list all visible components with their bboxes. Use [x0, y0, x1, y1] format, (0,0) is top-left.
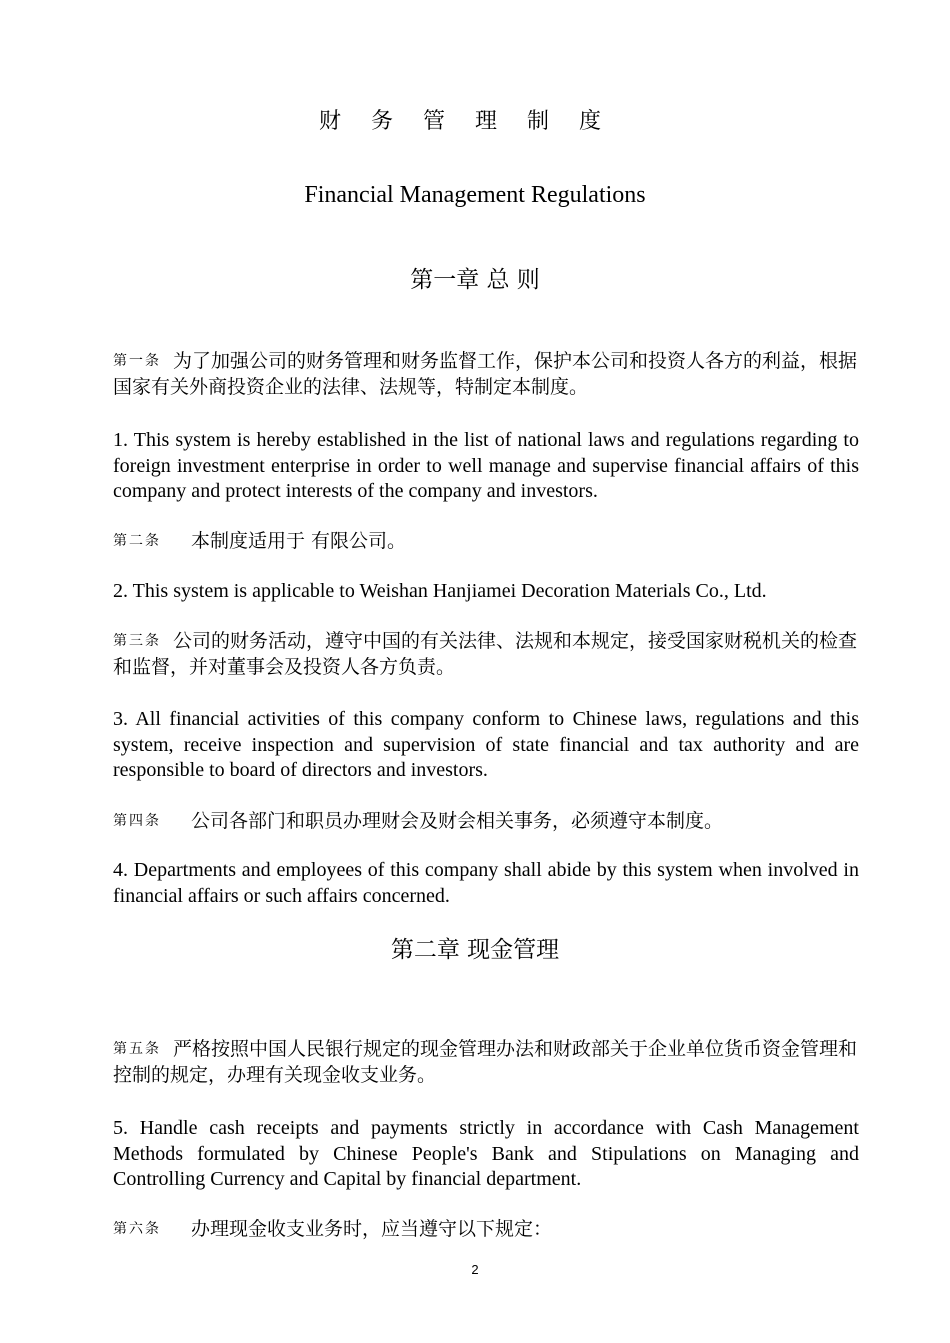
- article-4-en: 4. Departments and employees of this company shall abide by this system when involved in financial affairs or such affairs concerned.: [113, 859, 859, 907]
- article-number: 第一条: [113, 353, 161, 369]
- article-3-cn: [113, 628, 861, 680]
- article-6-cn: [113, 1216, 861, 1242]
- article-text-cn: 办理现金收支业务时，应当遵守以下规定：: [191, 1218, 553, 1240]
- article-2-en: 2. This system is applicable to Weishan Hanjiamei Decoration Materials Co., Ltd.: [113, 580, 767, 602]
- article-text-cn: 严格按照中国人民银行规定的现金管理办法和财政部关于企业单位货币资金管理和控制的规定，办理有关现金收支业务。: [113, 1038, 858, 1086]
- article-number: 第六条: [113, 1221, 161, 1237]
- article-number: 第三条: [113, 633, 161, 649]
- article-text-cn: 公司各部门和职员办理财会及财会相关事务，必须遵守本制度。: [191, 810, 724, 832]
- article-2-cn: [113, 528, 861, 554]
- article-4-cn: [113, 808, 861, 834]
- article-5-en: 5. Handle cash receipts and payments strictly in accordance with Cash Management Methods formulated by Chinese People's Bank and Stipulations on Managing and Controlling Currency and Capital by financial department.: [113, 1117, 859, 1190]
- article-text-cn: 为了加强公司的财务管理和财务监督工作，保护本公司和投资人各方的利益，根据国家有关外商投资企业的法律、法规等，特制定本制度。: [113, 350, 858, 398]
- article-number: 第四条: [113, 813, 161, 829]
- article-text-cn: 本制度适用于 有限公司。: [191, 530, 407, 552]
- chapter-2-title: 第二章 现金管理: [390, 937, 560, 963]
- article-3-en: 3. All financial activities of this company conform to Chinese laws, regulations and this system, receive inspection and supervision of state financial and tax authority and are responsible to board of directors and investors.: [113, 708, 859, 781]
- article-number: 第二条: [113, 533, 161, 549]
- article-1-cn: [113, 348, 861, 400]
- document-title-en: Financial Management Regulations: [304, 182, 646, 208]
- article-5-cn: [113, 1036, 861, 1088]
- page-number: 2: [471, 1262, 479, 1277]
- article-text-cn: 公司的财务活动，遵守中国的有关法律、法规和本规定，接受国家财税机关的检查和监督，并对董事会及投资人各方负责。: [113, 630, 858, 678]
- article-number: 第五条: [113, 1041, 161, 1057]
- document-title-cn: 财务管理制度: [318, 109, 631, 134]
- article-1-en: 1. This system is hereby established in the list of national laws and regulations regarding to foreign investment enterprise in order to well manage and supervise financial affairs of this company and protect interests of the company and investors.: [113, 429, 859, 502]
- chapter-1-title: 第一章 总 则: [410, 267, 540, 293]
